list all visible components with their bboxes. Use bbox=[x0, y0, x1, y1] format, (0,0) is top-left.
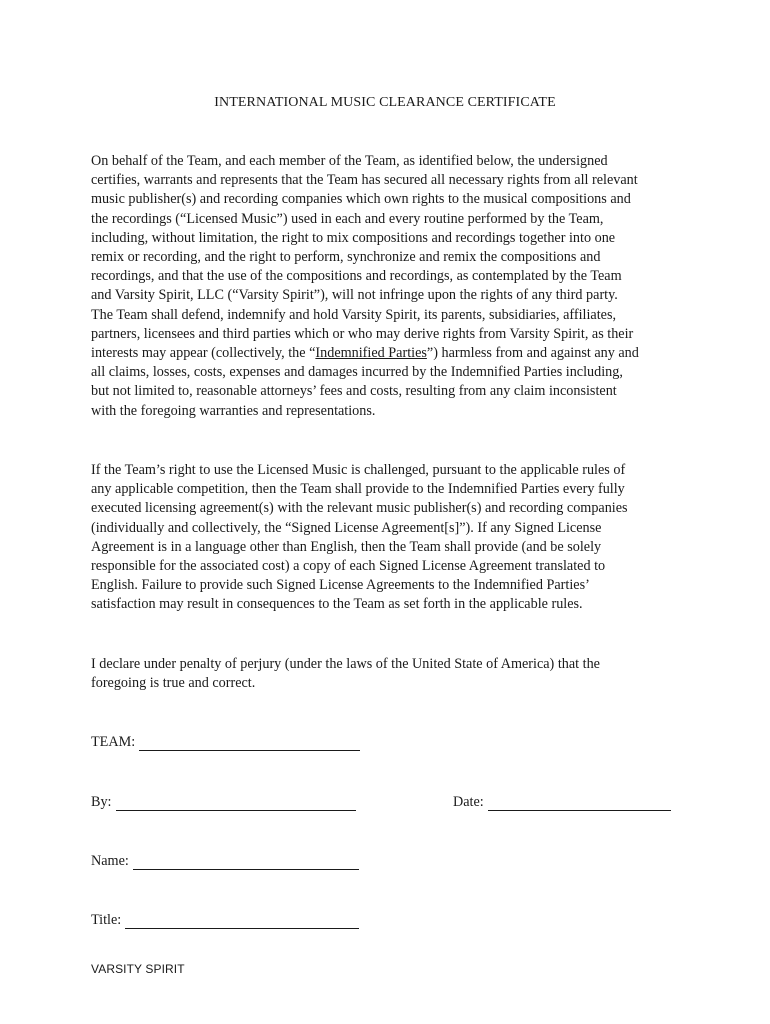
paragraph-line: I declare under penalty of perjury (under the laws of the United State of America) that the bbox=[91, 656, 600, 672]
title-label: Title: bbox=[91, 912, 122, 928]
paragraph-line: recordings, and that the use of the compositions and recordings, as contemplated by the Team bbox=[91, 268, 622, 285]
by-signature-line[interactable] bbox=[116, 796, 356, 811]
name-label: Name: bbox=[91, 853, 129, 869]
paragraph-line: executed licensing agreement(s) with the relevant music publisher(s) and recording companies bbox=[91, 500, 628, 517]
paragraph-declaration bbox=[91, 655, 691, 693]
paragraph-line: music publisher(s) and recording companies which own rights to the musical compositions and bbox=[91, 191, 631, 208]
team-field bbox=[91, 733, 360, 751]
paragraph-line: partners, licensees and third parties which or who may derive rights from Varsity Spirit, as their bbox=[91, 325, 634, 342]
by-label: By: bbox=[91, 794, 112, 810]
paragraph-line: Agreement is in a language other than English, then the Team shall provide (and be solely bbox=[91, 538, 602, 555]
paragraph-licensing bbox=[91, 461, 691, 615]
paragraph-line: satisfaction may result in consequences to the Team as set forth in the applicable rules. bbox=[91, 596, 583, 613]
paragraph-line: responsible for the associated cost) a copy of each Signed License Agreement translated to bbox=[91, 558, 606, 575]
paragraph-line: with the foregoing warranties and representations. bbox=[91, 402, 376, 419]
date-label: Date: bbox=[453, 794, 484, 810]
paragraph-line: but not limited to, reasonable attorneys’ fees and costs, resulting from any claim inconsistent bbox=[91, 383, 617, 400]
indemnified-parties-term: Indemnified Parties bbox=[315, 345, 427, 362]
paragraph-line: (individually and collectively, the “Signed License Agreement[s]”). If any Signed License bbox=[91, 519, 602, 536]
paragraph-line: the recordings (“Licensed Music”) used in each and every routine performed by the Team, bbox=[91, 210, 604, 227]
paragraph-line: On behalf of the Team, and each member of the Team, as identified below, the undersigned bbox=[91, 153, 608, 169]
paragraph-line bbox=[91, 344, 691, 363]
paragraph-line: including, without limitation, the right to mix compositions and recordings together into one bbox=[91, 229, 616, 246]
paragraph-line: any applicable competition, then the Team shall provide to the Indemnified Parties every fully bbox=[91, 481, 625, 498]
name-line[interactable] bbox=[133, 855, 359, 870]
paragraph-line: The Team shall defend, indemnify and hold Varsity Spirit, its parents, subsidiaries, affiliates, bbox=[91, 306, 617, 323]
title-line[interactable] bbox=[125, 914, 359, 929]
paragraph-line: all claims, losses, costs, expenses and damages incurred by the Indemnified Parties including, bbox=[91, 364, 623, 381]
footer-organization: VARSITY SPIRIT bbox=[91, 962, 185, 976]
line-text: ”) harmless from and against any and bbox=[426, 345, 639, 362]
date-field bbox=[453, 793, 671, 811]
name-field bbox=[91, 852, 359, 870]
paragraph-certification bbox=[91, 152, 691, 421]
line-text: interests may appear (collectively, the “ bbox=[91, 345, 316, 362]
paragraph-line: certifies, warrants and represents that the Team has secured all necessary rights from all relevant bbox=[91, 172, 638, 189]
title-field bbox=[91, 911, 359, 929]
paragraph-line: If the Team’s right to use the Licensed Music is challenged, pursuant to the applicable rules of bbox=[91, 462, 626, 478]
paragraph-line: English. Failure to provide such Signed License Agreements to the Indemnified Parties’ bbox=[91, 577, 590, 594]
paragraph-line: foregoing is true and correct. bbox=[91, 675, 256, 692]
document-title: INTERNATIONAL MUSIC CLEARANCE CERTIFICATE bbox=[214, 95, 556, 110]
team-signature-line[interactable] bbox=[139, 736, 360, 751]
by-field bbox=[91, 793, 356, 811]
paragraph-line: remix or recording, and the right to perform, synchronize and remix the compositions and bbox=[91, 249, 601, 266]
date-line[interactable] bbox=[488, 796, 671, 811]
paragraph-line: and Varsity Spirit, LLC (“Varsity Spirit”), will not infringe upon the rights of any third party. bbox=[91, 287, 618, 304]
team-label: TEAM: bbox=[91, 734, 136, 750]
